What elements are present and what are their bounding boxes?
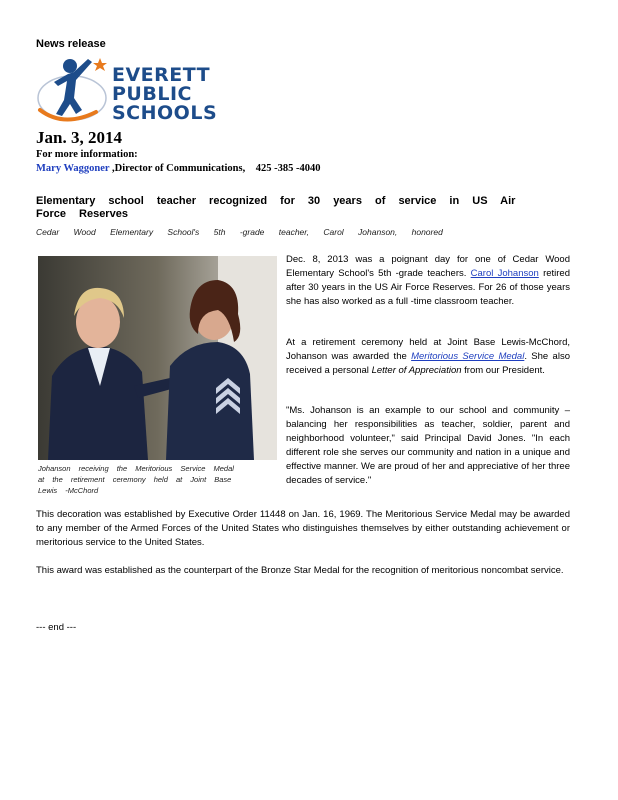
photo-caption: Johanson receiving the Meritorious Service Medal at the retirement ceremony held at Joint Base Lewis -McChord — [38, 464, 234, 495]
body-paragraph-4: This decoration was established by Executive Order 11448 on Jan. 16, 1969. The Meritorious Service Medal may be awarded to any member of the Armed Forces of the United States who distinguishes themselves by either outstanding achievement or meritorious service to the United States. — [36, 509, 570, 548]
ceremony-photo — [38, 256, 277, 460]
contact-phone: 425 -385 -4040 — [255, 163, 321, 174]
headline: Elementary school teacher recognized for 30 years of service in US Air Force Reserves — [36, 195, 516, 220]
news-release-label: News release — [36, 38, 106, 50]
contact-line — [36, 163, 320, 174]
release-date: Jan. 3, 2014 — [36, 128, 122, 147]
body-paragraph-5: This award was established as the counterpart of the Bronze Star Medal for the recognition of meritorious noncombat service. — [36, 565, 564, 576]
p1-text-b: retired after 30 years in the US Air Force Reserves. For 26 of those years she has also worked as a full -time classroom teacher. — [286, 268, 570, 307]
subheadline: Cedar Wood Elementary School's 5th -grade teacher, Carol Johanson, honored — [36, 227, 443, 237]
everett-public-schools-logo — [34, 52, 224, 130]
p2-text-a: At a retirement ceremony held at Joint Base Lewis-McChord, Johanson was awarded the — [286, 337, 570, 362]
p1-text-a: Dec. 8, 2013 was a poignant day for one of Cedar Wood Elementary School's 5th -grade teachers. — [286, 254, 570, 279]
letter-of-appreciation-text: Letter of Appreciation — [371, 365, 462, 376]
carol-johanson-link[interactable]: Carol Johanson — [470, 268, 539, 279]
logo-wordmark — [112, 66, 217, 123]
logo-text-schools: SCHOOLS — [112, 102, 218, 124]
logo-text-everett: EVERETT — [112, 64, 211, 86]
meritorious-service-medal-link[interactable]: Meritorious Service Medal — [411, 351, 525, 362]
end-marker: --- end --- — [36, 622, 77, 633]
body-paragraph-3: "Ms. Johanson is an example to our school and community – balancing her responsibilities as teacher, soldier, parent and neighborhood volunteer," said Principal David Jones. "In each different role she serves our community and nation in a unique and effective manner. We are proud of her and appreciative of her three decades of service." — [286, 405, 570, 486]
contact-title: ,Director of Communications, — [112, 163, 246, 174]
p2-text-c: from our President. — [464, 365, 545, 376]
logo-text-public: PUBLIC — [112, 83, 192, 105]
more-information-label: For more information: — [36, 149, 138, 160]
body-paragraph-2 — [286, 336, 570, 378]
p2-text-b: . She also received a personal — [286, 351, 570, 376]
logo-figure-icon — [34, 52, 114, 130]
contact-name-link[interactable]: Mary Waggoner — [36, 163, 110, 174]
body-paragraph-1 — [286, 253, 570, 309]
